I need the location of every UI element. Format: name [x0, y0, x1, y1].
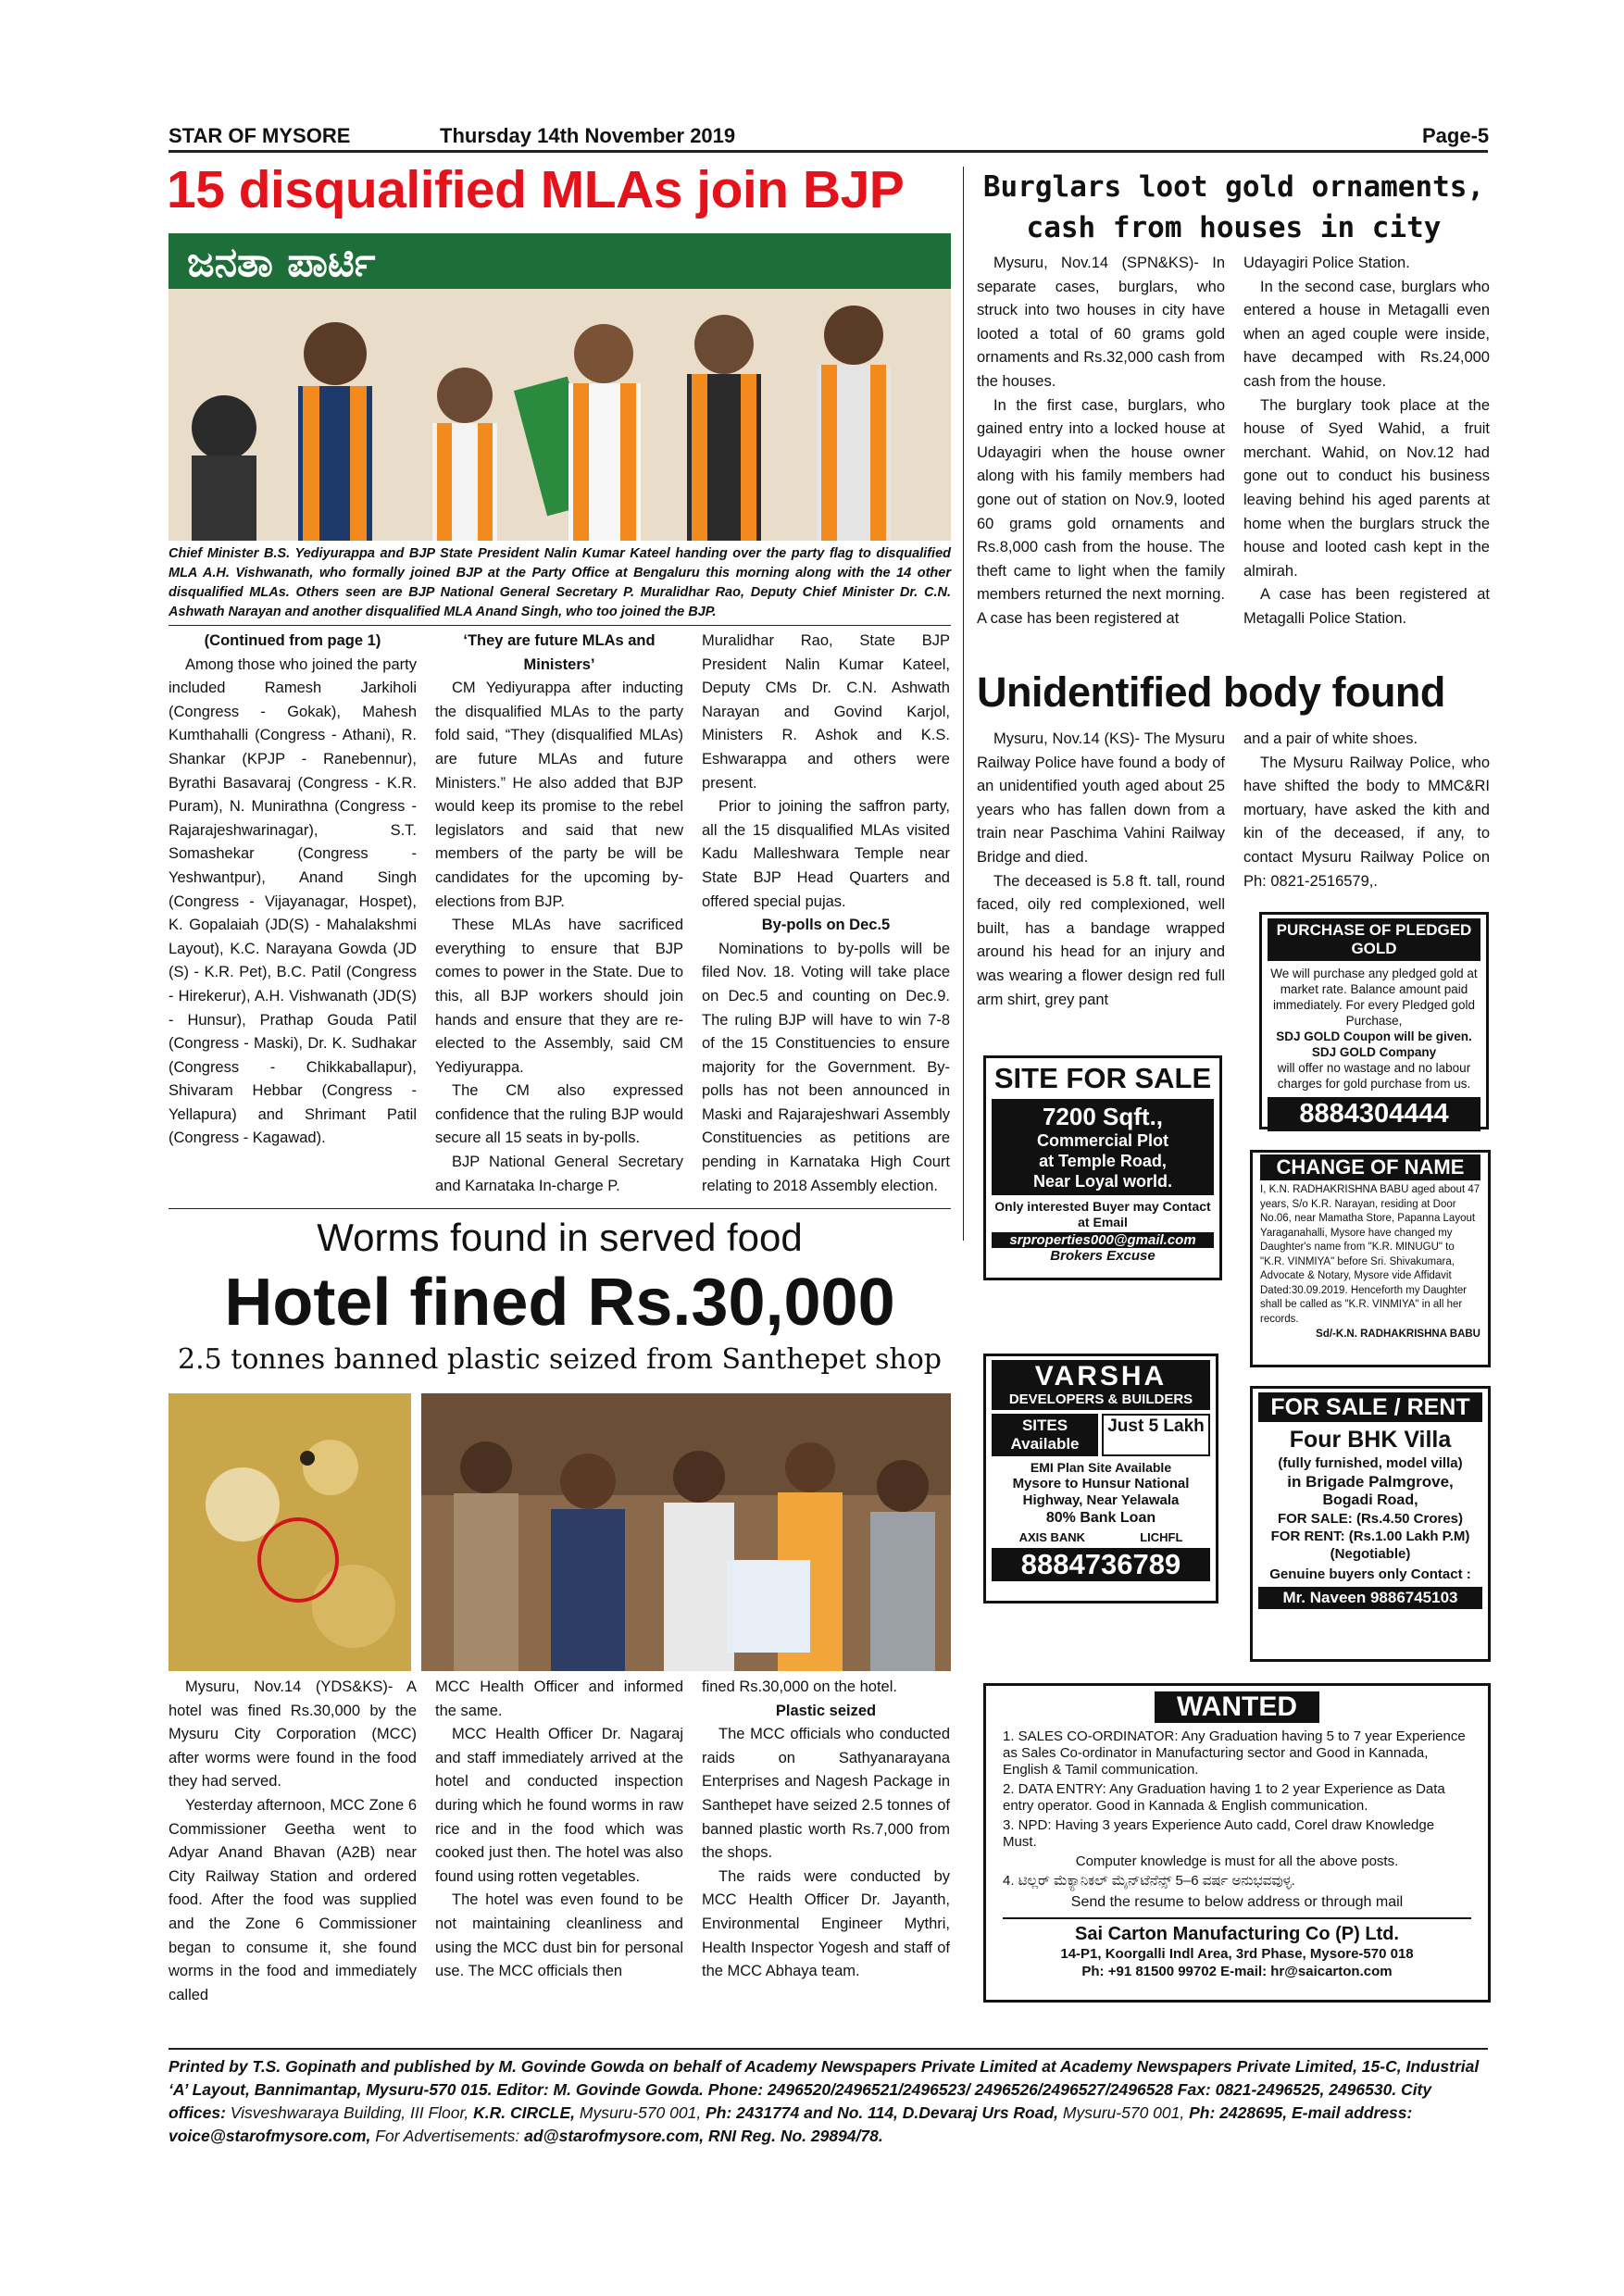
bjp-col3-p1: Muralidhar Rao, State BJP President Nalin Kumar Kateel, Deputy CMs Dr. C.N. Ashwath Narayan and Govind Karjol, Ministers R. Ashok and K.S. Eshwarappa and others were present.: [702, 632, 950, 792]
hotel-col2-p1: MCC Health Officer and informed the same.: [435, 1678, 683, 1719]
body-headline: Unidentified body found: [977, 668, 1445, 716]
hotel-kicker: Worms found in served food: [317, 1216, 803, 1259]
burglars-col-2: [1243, 252, 1490, 631]
hotel-col-3: [702, 1676, 950, 1984]
ad-wanted-title: WANTED: [1155, 1691, 1319, 1723]
ad-varsha-l2: Mysore to Hunsur National Highway, Near Yelawala: [1012, 1476, 1190, 1508]
burglars-col-1: [977, 252, 1225, 631]
ad-varsha-bank1: AXIS BANK: [1018, 1530, 1086, 1544]
burglars-col1-p1: Mysuru, Nov.14 (SPN&KS)- In separate cases, burglars, who struck into two houses in city have looted a total of 60 grams gold ornaments and Rs.32,000 cash from the houses.: [977, 255, 1225, 390]
imprint-l7: Ph: 2428695, E-mail address: voice@starofmysore.com,: [169, 2103, 1413, 2145]
bjp-col-1: [169, 630, 417, 1151]
hotel-col-1: [169, 1676, 417, 2007]
hotel-headline: Hotel fined Rs.30,000: [224, 1266, 895, 1340]
ad-villa-l8: Genuine buyers only Contact :: [1269, 1566, 1471, 1582]
banner-text: ಜನತಾ ಪಾರ್ಟಿ: [187, 239, 376, 286]
bjp-headline: 15 disqualified MLAs join BJP: [167, 160, 905, 219]
ad-change-of-name: [1250, 1150, 1491, 1367]
imprint-l1: Printed by T.S. Gopinath and published by M. Govinde Gowda on behalf of Academy Newspapers Private Limited at Academy Newspapers Private Limited, 15-C, Industrial ‘A’ Layout, Bannimantap, Mysuru-570 015. Editor: M. Govinde Gowda. Phone: 2496520/2496521/2496523/ 2496526/2496527/2496528 Fax: 0821-2496525, 2496530. City offices:: [169, 2057, 1480, 2122]
burglars-headline: Burglars loot gold ornaments, cash from houses in city: [982, 170, 1485, 244]
ad-name-title: CHANGE OF NAME: [1260, 1154, 1480, 1180]
burglars-col1-p2: In the first case, burglars, who gained entry into a locked house at Udayagiri when the house owner along with his family members had gone out of station on Nov.9, looted 60 grams gold ornaments and Rs.8,000 cash from the house. The theft came to light when the family members returned the next morning. A case has been registered at: [977, 396, 1225, 627]
ad-varsha-title: VARSHA: [1034, 1361, 1168, 1391]
ad-site-line4: Near Loyal world.: [1032, 1172, 1173, 1191]
bjp-col2-p2: These MLAs have sacrificed everything to ensure that BJP comes to power in the State. Due to this, all BJP workers should join hands and ensure that they are re-elected to the Assembly, said CM Yediyurappa.: [435, 917, 683, 1076]
ad-pledged-body1: We will purchase any pledged gold at market rate. Balance amount paid immediately. For every Pledged gold Purchase,: [1270, 967, 1478, 1028]
bjp-col-3: [702, 630, 950, 1198]
body-col-1: [977, 728, 1225, 1012]
bjp-subhead-future: ‘They are future MLAs and Ministers’: [463, 632, 656, 673]
issue-date: Thursday 14th November 2019: [440, 124, 736, 147]
ad-varsha-sites: SITES Available: [992, 1414, 1098, 1456]
bjp-continued: (Continued from page 1): [204, 632, 381, 649]
ad-site-for-sale: [983, 1055, 1222, 1280]
ad-pledged-phone: 8884304444: [1268, 1097, 1480, 1131]
ad-villa-l1: Four BHK Villa: [1289, 1427, 1452, 1453]
ad-site-title: SITE FOR SALE: [993, 1062, 1212, 1094]
ad-villa: [1250, 1386, 1491, 1662]
bjp-photo: [169, 233, 951, 541]
ad-wanted-send: Send the resume to below address or through mail: [1070, 1894, 1404, 1910]
burglars-col2-p4: A case has been registered at Metagalli Police Station.: [1243, 586, 1490, 627]
hotel-top-rule: [169, 1208, 951, 1209]
ad-villa-title: FOR SALE / RENT: [1258, 1392, 1482, 1422]
body-col2-p2: The Mysuru Railway Police, who have shifted the body to MMC&RI mortuary, have asked the kith and kin of the deceased, if any, to contact Mysuru Railway Police on Ph: 0821-2516579,.: [1243, 754, 1490, 890]
ad-wanted: [983, 1683, 1491, 2003]
ad-varsha: [983, 1354, 1218, 1603]
paper-name: STAR OF MYSORE: [169, 124, 351, 147]
ad-wanted-item-2: 2. DATA ENTRY: Any Graduation having 1 to 2 year Experience as Data entry operator. Good in Kannada & English communication.: [1003, 1781, 1445, 1814]
imprint: [169, 2055, 1488, 2148]
column-rule: [963, 167, 964, 1241]
ad-villa-l5: FOR SALE: (Rs.4.50 Crores): [1277, 1511, 1464, 1527]
page-number: Page-5: [1422, 124, 1490, 147]
hotel-col-2: [435, 1676, 683, 1984]
ad-wanted-address: 14-P1, Koorgalli Indl Area, 3rd Phase, Mysore-570 018: [1060, 1946, 1414, 1962]
body-col2-p1: and a pair of white shoes.: [1243, 730, 1418, 747]
ad-villa-l3: in Brigade Palmgrove,: [1287, 1473, 1454, 1491]
bjp-col2-p1: CM Yediyurappa after inducting the disqualified MLAs to the party fold said, “They (disqualified MLAs) are future MLAs and future Ministers.” He also added that BJP would keep its promise to the rebel legislators and said that new members of the party be will be candidates for the upcoming by-elections from BJP.: [435, 680, 683, 910]
ad-villa-l7: (Negotiable): [1330, 1546, 1411, 1562]
imprint-l9: ad@starofmysore.com, RNI Reg. No. 29894/78.: [524, 2127, 883, 2145]
ad-villa-l6: FOR RENT: (Rs.1.00 Lakh P.M): [1270, 1529, 1470, 1544]
hotel-col1-p2: Yesterday afternoon, MCC Zone 6 Commissioner Geetha went to Adyar Anand Bhavan (A2B) near City Railway Station and ordered food. After the food was supplied and the Zone 6 Commissioner began to consume it, she found worms in the food and immediately called: [169, 1796, 417, 2003]
ad-pledged-title: PURCHASE OF PLEDGED GOLD: [1268, 918, 1480, 961]
hotel-col3-p3: The raids were conducted by MCC Health Officer Dr. Jayanth, Environmental Engineer Mythri, Health Inspector Yogesh and staff of the MCC Abhaya team.: [702, 1867, 950, 1980]
hotel-col3-p1: fined Rs.30,000 on the hotel.: [702, 1678, 897, 1695]
ad-varsha-bank2: LICHFL: [1140, 1530, 1183, 1544]
footer-rule: [169, 2048, 1488, 2050]
ad-wanted-note: Computer knowledge is must for all the above posts.: [1075, 1853, 1399, 1869]
hotel-subhead-plastic: Plastic seized: [775, 1702, 877, 1719]
burglars-col2-p2: In the second case, burglars who entered a house in Metagalli even when an aged couple were inside, have decamped with Rs.24,000 cash from the house.: [1243, 278, 1490, 390]
raid-photo: [421, 1393, 951, 1671]
ad-name-sign: Sd/-K.N. RADHAKRISHNA BABU: [1316, 1329, 1480, 1340]
ad-villa-contact: Mr. Naveen 9886745103: [1258, 1587, 1482, 1609]
ad-varsha-phone: 8884736789: [992, 1548, 1210, 1581]
ad-name-body: I, K.N. RADHAKRISHNA BABU aged about 47 years, S/o K.R. Narayan, residing at Door No.06, near Mamatha Store, Papanna Layout Yaraganahalli, Mysore have changed my Daughter's name from "K.R. MINUGU" to "K.R. VINMIYA" before Sri. Shivakumara, Advocate & Notary, Mysore vide Affidavit Dated:30.09.2019. Henceforth my Daughter shall be called as "K.R. VINMIYA" in all her records.: [1260, 1184, 1480, 1325]
imprint-l5: Ph: 2431774 and No. 114, D.Devaraj Urs Road,: [706, 2103, 1059, 2122]
ad-site-footer: Brokers Excuse: [1050, 1248, 1156, 1264]
imprint-l2: Visveshwaraya Building, III Floor,: [230, 2103, 469, 2122]
bjp-col3-p2: Prior to joining the saffron party, all the 15 disqualified MLAs visited Kadu Malleshwara Temple near State BJP Head Quarters and offered special pujas.: [702, 798, 950, 910]
bjp-col3-p3: Nominations to by-polls will be filed Nov. 18. Voting will take place on Dec.5 and counting on Dec.9. The ruling BJP will have to win 7-8 of the 15 Constituencies to ensure majority for the Government. By-polls has not been announced in Maski and Rajarajeshwari Assembly Constituencies as petitions are pending in Karnataka High Court relating to 2018 Assembly election.: [702, 940, 950, 1194]
imprint-l3: K.R. CIRCLE,: [473, 2103, 575, 2122]
bjp-caption: Chief Minister B.S. Yediyurappa and BJP State President Nalin Kumar Kateel handing over the party flag to disqualified MLA A.H. Vishwanath, who formally joined BJP at the Party Office at Bengaluru this morning along with the 14 other disqualified MLAs. Others seen are BJP National General Secretary P. Muralidhar Rao, Deputy Chief Minister Dr. C.N. Ashwath Narayan and another disqualified MLA Anand Singh, who too joined the BJP.: [169, 546, 951, 619]
body-col1-p2: The deceased is 5.8 ft. tall, round faced, oily red complexioned, well built, has a bandage wrapped around his head for an injury and was wearing a flower design red full arm shirt, grey pant: [977, 872, 1225, 1008]
ad-varsha-subtitle: DEVELOPERS & BUILDERS: [1008, 1391, 1193, 1407]
burglars-col2-p3: The burglary took place at the house of Syed Wahid, a fruit merchant. Wahid, on Nov.12 had gone out to conduct his business leaving behind his aged parents at home when the burglars struck the house and looted cash kept in the almirah.: [1243, 396, 1490, 580]
bjp-col2-p4: BJP National General Secretary and Karnataka In-charge P.: [435, 1154, 683, 1194]
hotel-col1-p1: Mysuru, Nov.14 (YDS&KS)- A hotel was fined Rs.30,000 by the Mysuru City Corporation (MCC) after worms were found in the food they had served.: [169, 1678, 417, 1791]
ad-site-line1: 7200 Sqft.,: [1042, 1103, 1164, 1130]
ad-wanted-item-1: 1. SALES CO-ORDINATOR: Any Graduation having 5 to 7 year Experience as Sales Co-ordinator in Manufacturing sector and Good in Kannada, English & Tamil communication.: [1003, 1728, 1466, 1778]
ad-site-note: Only interested Buyer may Contact at Email: [994, 1199, 1211, 1229]
ad-site-line2: Commercial Plot: [1036, 1131, 1169, 1150]
body-col-2: [1243, 728, 1490, 893]
imprint-l4: Mysuru-570 001,: [579, 2103, 702, 2122]
masthead-rule: [169, 150, 1488, 153]
hotel-deck: 2.5 tonnes banned plastic seized from Santhepet shop: [178, 1343, 942, 1376]
imprint-l8: For Advertisements:: [375, 2127, 520, 2145]
burglars-col2-p1: Udayagiri Police Station.: [1243, 255, 1410, 271]
hotel-col3-p2: The MCC officials who conducted raids on Sathyanarayana Enterprises and Nagesh Package in Santhepet have seized 2.5 tonnes of banned plastic worth Rs.7,000 from the shops.: [702, 1726, 950, 1862]
ad-villa-l4: Bogadi Road,: [1322, 1492, 1418, 1508]
ad-varsha-price: Just 5 Lakh: [1102, 1414, 1210, 1456]
food-photo: [169, 1393, 411, 1671]
bjp-subhead-bypolls: By-polls on Dec.5: [761, 917, 891, 934]
ad-pledged-gold: [1259, 912, 1489, 1129]
ad-site-email: srproperties000@gmail.com: [992, 1232, 1214, 1248]
bjp-col2-p3: The CM also expressed confidence that the ruling BJP would secure all 15 seats in by-polls.: [435, 1082, 683, 1147]
bjp-col1-text: Among those who joined the party included Ramesh Jarkiholi (Congress - Gokak), Mahesh Kumthahalli (Congress - Athani), R. Shankar (KPJP - Ranebennur), Byrathi Basavaraj (Congress - K.R. Puram), N. Munirathna (Congress - Rajarajeshwarinagar), S.T. Somashekar (Congress - Yeshwantpur), Anand Singh (Congress - Vijayanagar, Hospet), K. Gopalaiah (JD(S) - Mahalakshmi Layout), K.C. Narayana Gowda (JD (S) - K.R. Pet), B.C. Patil (Congress - Hirekerur), A.H. Vishwanath (JD(S) - Hunsur), Prathap Gouda Patil (Congress - Maski), Dr. K. Sudhakar (Congress - Chikkaballapur), Shivaram Hebbar (Congress - Yellapura) and Shrimant Patil (Congress - Kagawad).: [169, 655, 417, 1147]
hotel-col2-p2: MCC Health Officer Dr. Nagaraj and staff immediately arrived at the hotel and conducted inspection during which he found worms in raw rice and in the food which was cooked just then. The hotel was also found using rotten vegetables.: [435, 1726, 683, 1885]
ad-wanted-item-3: 3. NPD: Having 3 years Experience Auto cadd, Corel draw Knowledge Must.: [1003, 1817, 1435, 1850]
caption-rule: [169, 625, 951, 626]
bjp-col-2: [435, 630, 683, 1198]
ad-wanted-contact: Ph: +91 81500 99702 E-mail: hr@saicarton.com: [1081, 1964, 1393, 1979]
ad-wanted-company: Sai Carton Manufacturing Co (P) Ltd.: [1075, 1924, 1399, 1944]
hotel-col2-p3: The hotel was even found to be not maintaining cleanliness and using the MCC dust bin for personal use. The MCC officials then: [435, 1891, 683, 1980]
ad-pledged-body3: will offer no wastage and no labour charges for gold purchase from us.: [1277, 1061, 1471, 1091]
ad-site-line3: at Temple Road,: [1039, 1152, 1167, 1170]
ad-villa-l2: (fully furnished, model villa): [1278, 1455, 1463, 1471]
ad-varsha-l3: 80% Bank Loan: [1045, 1510, 1156, 1526]
ad-wanted-item-4: 4. ಟಿಲ್ಲರ್ ಮೆಕ್ಯಾನಿಕಲ್ ಮೈನ್‌ಟೆನೆನ್ಸ್ 5–6 ವರ್ಷ ಅನುಭವವುಳ್ಳ.: [1003, 1873, 1295, 1889]
body-col1-p1: Mysuru, Nov.14 (KS)- The Mysuru Railway Police have found a body of an unidentified youth aged about 25 years who has fallen down from a train near Paschima Vahini Railway Bridge and died.: [977, 730, 1225, 866]
ad-varsha-l1: EMI Plan Site Available: [1030, 1460, 1172, 1475]
ad-pledged-body2: SDJ GOLD Coupon will be given. SDJ GOLD Company: [1276, 1029, 1472, 1059]
imprint-l6: Mysuru-570 001,: [1062, 2103, 1185, 2122]
